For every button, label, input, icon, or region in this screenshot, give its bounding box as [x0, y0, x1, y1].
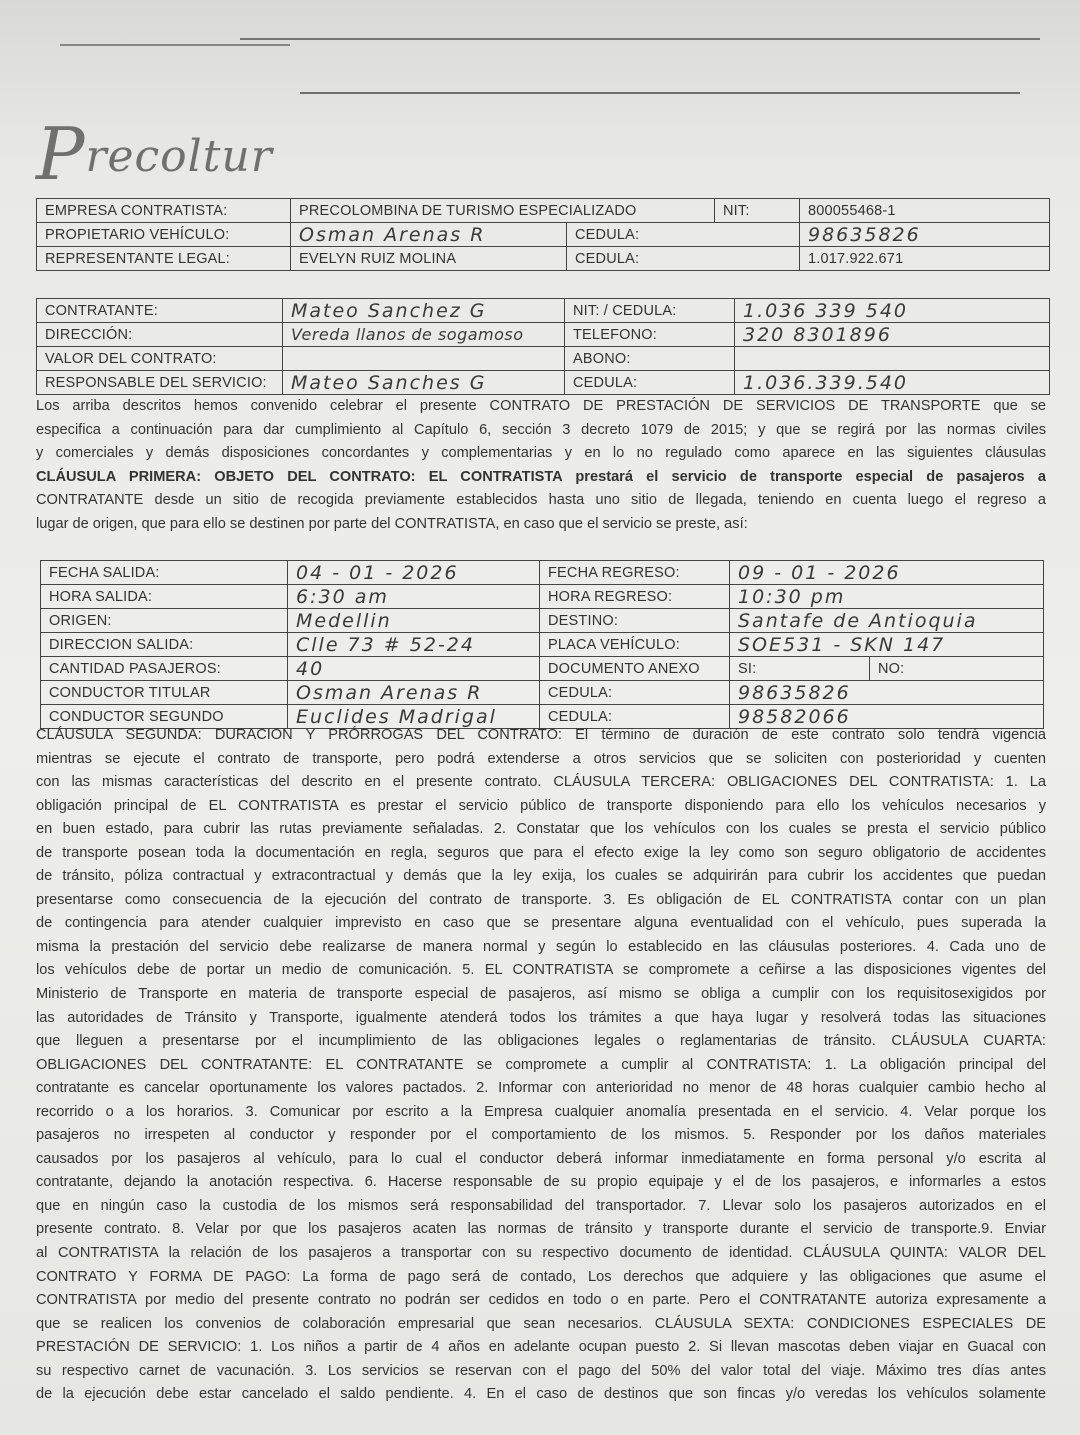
intro-line: lugar de origen, que para ello se destinen por parte del CONTRATISTA, en caso que el servicio se preste, así:	[36, 515, 748, 532]
hora-salida-value: 6:30 am	[288, 585, 540, 609]
company-label: EMPRESA CONTRATISTA:	[37, 199, 291, 223]
clause-line: de la ejecución debe estar cancelado el saldo pendiente. 4. En el caso de destinos que son fincas y/o veredas los vehículos solamente	[36, 1386, 1046, 1403]
top-rule-1	[240, 38, 1040, 40]
owner-id-label: CEDULA:	[567, 223, 800, 247]
clause-line: las autoridades de Tránsito y Transporte, igualmente atenderá todos los trámites a que haya lugar y resolverá todas las situaciones	[36, 1009, 1046, 1026]
contratante-value: Mateo Sanchez G	[283, 299, 565, 323]
destino-label: DESTINO:	[540, 609, 730, 633]
legal-id-label: CEDULA:	[567, 247, 800, 271]
clause-line: causados por los pasajeros al vehículo, para lo cual el conductor deberá informar inmediatamente en forma personal y/o escrita al	[36, 1150, 1046, 1167]
contract-value-field	[283, 347, 565, 371]
clause-line: presentarse como consecuencia de la ejecución del contrato de transporte. 3. Es obligación de EL CONTRATISTA contar con un plan	[36, 891, 1046, 908]
clause-line: que se realicen los convenios de colaboración empresarial que sean necesarios. CLÁUSULA SEXTA: CONDICIONES ESPECIALES DE	[36, 1315, 1046, 1332]
trip-table	[40, 560, 1044, 729]
salida-label: FECHA SALIDA:	[41, 561, 288, 585]
company-value: PRECOLOMBINA DE TURISMO ESPECIALIZADO	[291, 199, 715, 223]
intro-line: Los arriba descritos hemos convenido celebrar el presente CONTRATO DE PRESTACIÓN DE SERVICIOS DE TRANSPORTE que se	[36, 398, 1046, 414]
clause-line: de tránsito, póliza contractual y extracontractual y demás que la ley exija, los cuales se adquirirán para cubrir los accidentes que puedan	[36, 868, 1046, 885]
clause-line: al CONTRATISTA la relación de los pasajeros a transportar con su respectivo documento de identidad. CLÁUSULA QUINTA: VALOR DEL	[36, 1245, 1046, 1262]
legal-id-value: 1.017.922.671	[800, 247, 1050, 271]
clause-line: los vehículos debe de portar un medio de comunicación. 5. EL CONTRATISTA se compromete a ceñirse a las disposiciones vigentes del	[36, 962, 1046, 979]
clause-line: contratante es cancelar oportunamente los valores pactados. 2. Informar con anterioridad no menor de 48 horas cualquier cambio hecho al	[36, 1080, 1046, 1097]
clause-line: PRESTACIÓN DE SERVICIO: 1. Los niños a partir de 4 años en adelante ocupan puesto 2. Si llevan mascotas deben viajar en Guacal con	[36, 1339, 1046, 1356]
company-logo	[36, 112, 273, 196]
conductor-segundo-value: Euclides Madrigal	[288, 705, 540, 729]
abono-field	[735, 347, 1050, 371]
regreso-value: 09 - 01 - 2026	[730, 561, 1044, 585]
legal-value: EVELYN RUIZ MOLINA	[291, 247, 567, 271]
conductor-segundo-id-value: 98582066	[730, 705, 1044, 729]
hora-regreso-label: HORA REGRESO:	[540, 585, 730, 609]
resp-id-value: 1.036.339.540	[735, 371, 1050, 395]
clause-line: de transporte posean toda la documentación en regla, seguros que para el efecto exige la ley como son seguro obligatorio de accidentes	[36, 844, 1046, 861]
salida-value: 04 - 01 - 2026	[288, 561, 540, 585]
resp-value: Mateo Sanches G	[283, 371, 565, 395]
dir-salida-value: Clle 73 # 52-24	[288, 633, 540, 657]
clause-line: obligación principal de EL CONTRATISTA es prestar el servicio público de transporte disponiendo para ello los vehículos necesarios y	[36, 797, 1046, 814]
nit-label: NIT:	[715, 199, 800, 223]
conductor-titular-value: Osman Arenas R	[288, 681, 540, 705]
contratante-label: CONTRATANTE:	[37, 299, 283, 323]
logo-rest: recoltur	[85, 131, 273, 182]
top-rule-2	[60, 44, 290, 46]
clause-line: de contingencia para atender cualquier imprevisto en caso que se presentare alguna eventualidad con el vehículo, pues superada la	[36, 915, 1046, 932]
nit-value: 800055468-1	[800, 199, 1050, 223]
contratante-nit-value: 1.036 339 540	[735, 299, 1050, 323]
clause-line: con las mismas características del descrito en el presente contrato. CLÁUSULA TERCERA: OBLIGACIONES DEL CONTRATISTA: 1. La	[36, 774, 1046, 791]
clause-line: CLÁUSULA SEGUNDA: DURACION Y PRÓRROGAS DEL CONTRATO: El término de duración de este contrato solo tendrá vigencia	[36, 727, 1046, 743]
clause-line: mientras se ejecute el contrato de transporte, pero podrá extenderse a otros servicios que se soliciten con posterioridad y cuenten	[36, 750, 1046, 767]
clause-line: CONTRATISTA por medio del presente contrato no podrán ser cedidos en todo o en parte. Pero el CONTRATANTE autoriza expresamente a	[36, 1292, 1046, 1309]
address-label: DIRECCIÓN:	[37, 323, 283, 347]
hora-regreso-value: 10:30 pm	[730, 585, 1044, 609]
clause-line: pasajeros no irrespeten al conductor y responder por el comportamiento de los mismos. 5. Responder por los daños materiales	[36, 1127, 1046, 1144]
clause-line: contratante, dejando la anotación respectiva. 6. Hacerse responsable de su propio equipaje y el de los pasajeros, e informarles a estos	[36, 1174, 1046, 1191]
contract-value-label: VALOR DEL CONTRATO:	[37, 347, 283, 371]
placa-value: SOE531 - SKN 147	[730, 633, 1044, 657]
intro-line: especifica a continuación para dar cumplimiento al Capítulo 6, sección 3 decreto 1079 de 2015; y que se regirá por las normas civiles	[36, 421, 1046, 438]
conductor-titular-id-label: CEDULA:	[540, 681, 730, 705]
conductor-segundo-id-label: CEDULA:	[540, 705, 730, 729]
resp-id-label: CEDULA:	[565, 371, 735, 395]
legal-label: REPRESENTANTE LEGAL:	[37, 247, 291, 271]
intro-line: y comerciales y demás disposiciones concordantes y complementarias y en lo no regulado como aparece en las siguientes cláusulas	[36, 445, 1046, 461]
company-table	[36, 198, 1050, 271]
conductor-titular-label: CONDUCTOR TITULAR	[41, 681, 288, 705]
abono-label: ABONO:	[565, 347, 735, 371]
clause-line: Ministerio de Transporte en materia de transporte especial de pasajeros, así mismo se obliga a cumplir con los requisitosexigidos por	[36, 986, 1046, 1003]
clause-line: en buen estado, para cubrir las rutas previamente señaladas. 2. Constatar que los vehículos con los cuales se presta el servicio público	[36, 821, 1046, 838]
clause-line: presente contrato. 8. Velar por que los pasajeros acaten las normas de tránsito y transporte durante el servicio de transporte.9. Enviar	[36, 1221, 1046, 1238]
clauses-body	[36, 724, 1046, 1407]
pasajeros-label: CANTIDAD PASAJEROS:	[41, 657, 288, 681]
phone-label: TELEFONO:	[565, 323, 735, 347]
origen-label: ORIGEN:	[41, 609, 288, 633]
origen-value: Medellin	[288, 609, 540, 633]
client-table	[36, 298, 1050, 395]
pasajeros-value: 40	[288, 657, 540, 681]
anexo-label: DOCUMENTO ANEXO	[540, 657, 730, 681]
intro-line: CONTRATANTE desde un sitio de recogida previamente establecidos hasta uno sitio de llegada, teniendo en cuenta luego el regreso a	[36, 492, 1046, 508]
contratante-nit-label: NIT: / CEDULA:	[565, 299, 735, 323]
conductor-segundo-label: CONDUCTOR SEGUNDO	[41, 705, 288, 729]
phone-value: 320 8301896	[735, 323, 1050, 347]
conductor-titular-id-value: 98635826	[730, 681, 1044, 705]
top-rule-3	[300, 92, 1020, 94]
anexo-no: NO:	[870, 657, 1044, 681]
clause-line: que en ningún caso la custodia de los mismos será responsabilidad del transportador. 7. Llevar solo los pasajeros autorizados en el	[36, 1197, 1046, 1214]
clause-line: misma la prestación del servicio debe realizarse de manera normal y según lo establecido en las cláusulas posteriores. 4. Cada uno de	[36, 938, 1046, 955]
placa-label: PLACA VEHÍCULO:	[540, 633, 730, 657]
destino-value: Santafe de Antioquia	[730, 609, 1044, 633]
anexo-si: SI:	[730, 657, 870, 681]
intro-line: CLÁUSULA PRIMERA: OBJETO DEL CONTRATO: EL CONTRATISTA prestará el servicio de transporte especial de pasajeros a	[36, 468, 1046, 485]
clause-line: OBLIGACIONES DEL CONTRATANTE: EL CONTRATANTE se compromete a cumplir al CONTRATISTA: 1. La obligación principal del	[36, 1056, 1046, 1073]
clause-line: que lleguen a presentarse por el incumplimiento de las obligaciones legales o reglamentarias de tránsito. CLÁUSULA CUARTA:	[36, 1033, 1046, 1050]
clause-line: CONTRATO Y FORMA DE PAGO: La forma de pago será de contado, Los derechos que adquiere y las obligaciones que asume el	[36, 1268, 1046, 1285]
owner-value: Osman Arenas R	[291, 223, 567, 247]
owner-label: PROPIETARIO VEHÍCULO:	[37, 223, 291, 247]
owner-id-value: 98635826	[800, 223, 1050, 247]
regreso-label: FECHA REGRESO:	[540, 561, 730, 585]
intro-paragraph	[36, 395, 1046, 536]
hora-salida-label: HORA SALIDA:	[41, 585, 288, 609]
clause-line: recorrido o a los horarios. 3. Comunicar por escrito a la Empresa cualquier anomalía presentada en el servicio. 4. Velar porque los	[36, 1103, 1046, 1120]
resp-label: RESPONSABLE DEL SERVICIO:	[37, 371, 283, 395]
logo-initial: P	[36, 112, 86, 196]
dir-salida-label: DIRECCION SALIDA:	[41, 633, 288, 657]
address-value: Vereda llanos de sogamoso	[283, 323, 565, 347]
clause-line: su respectivo carnet de vacunación. 3. Los servicios se reservan con el pago del 50% del valor total del viaje. Máximo tres días antes	[36, 1362, 1046, 1379]
